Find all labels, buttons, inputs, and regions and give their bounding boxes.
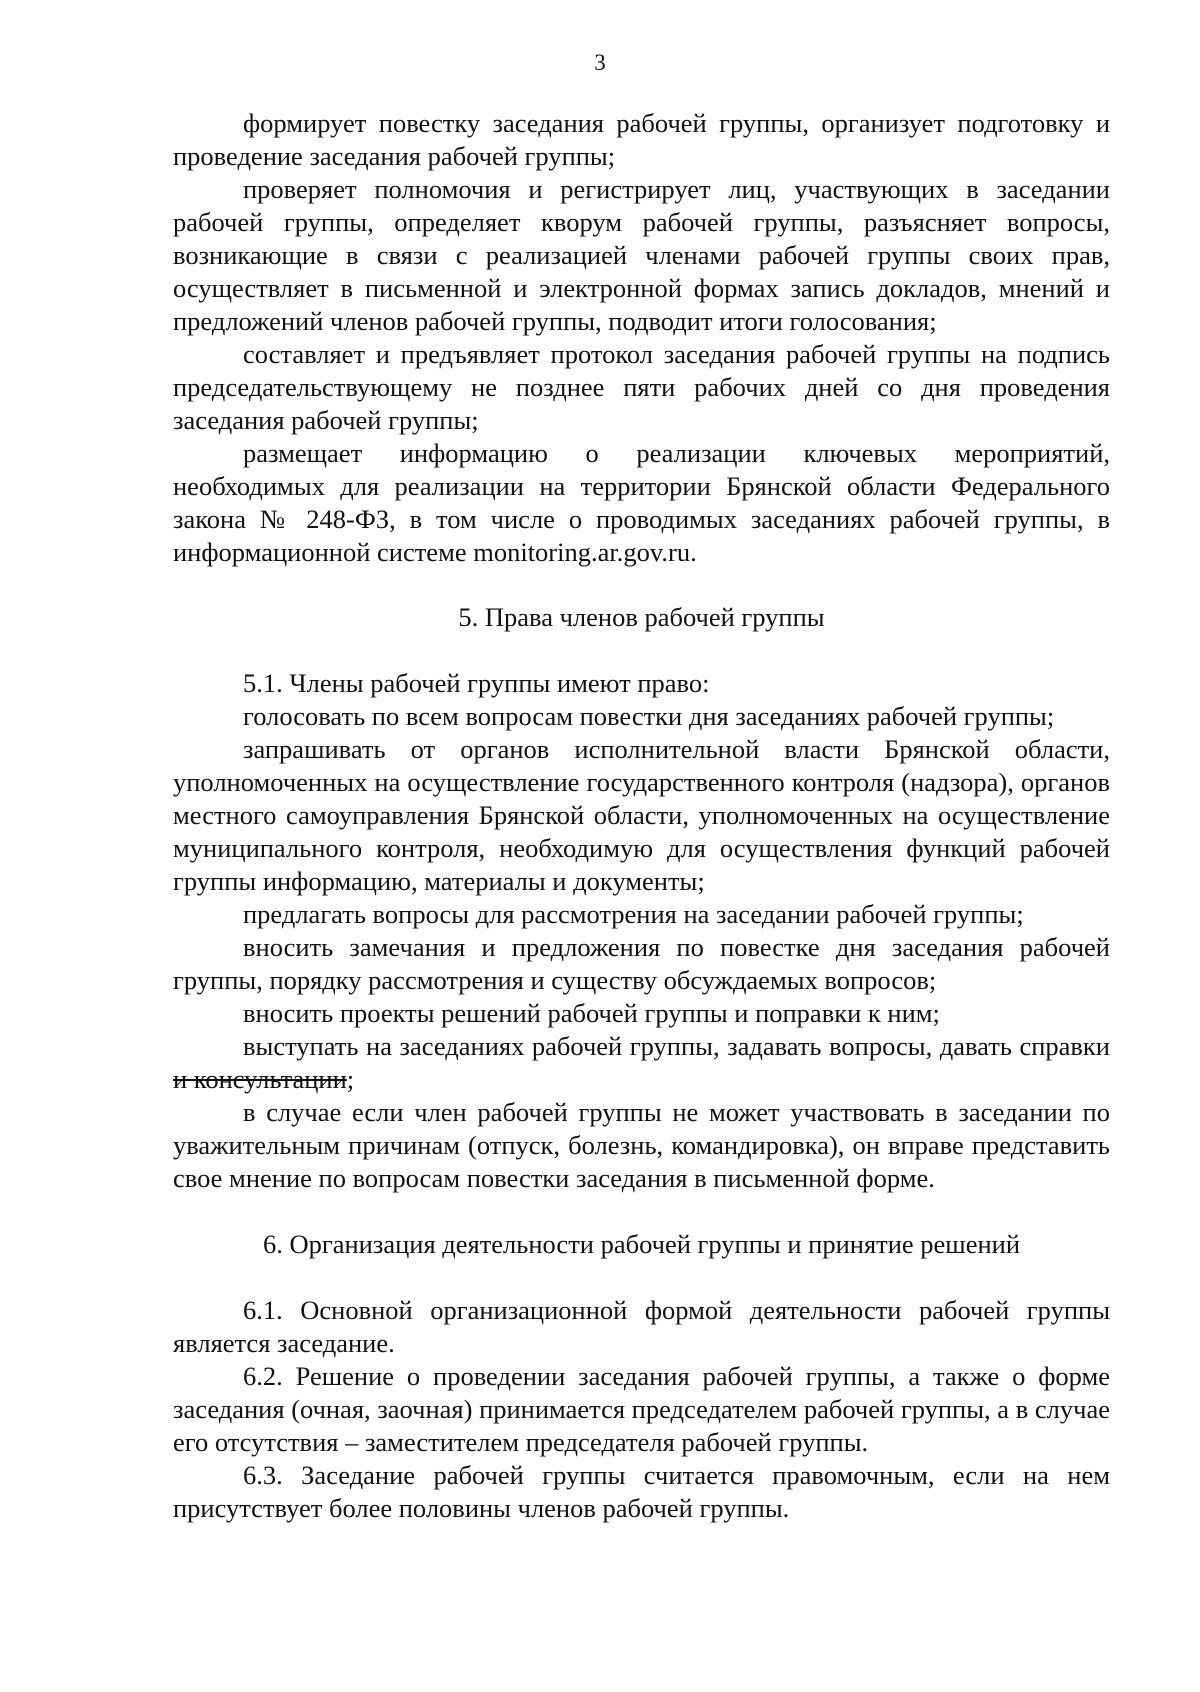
right-item: запрашивать от органов исполнительной власти Брянской области, уполномоченных на осуществление государственного контроля (надзора), органов местного самоуправления Брянской области, уполномоченных на осуществление муниципального контроля, необходимую для осуществления функций рабочей группы информацию, материалы и документы; <box>173 734 1110 896</box>
page-number: 3 <box>594 50 606 75</box>
duty-paragraph: размещает информацию о реализации ключевых мероприятий, необходимых для реализации на территории Брянской области Федерального закона № 248-ФЗ, в том числе о проводимых заседаниях рабочей группы, в информационной системе monitoring.ar.gov.ru. <box>173 438 1110 567</box>
clause-6-2: 6.2. Решение о проведении заседания рабочей группы, а также о форме заседания (очная, заочная) принимается председателем рабочей группы, а в случае его отсутствия – заместителем председателя рабочей группы. <box>173 1361 1110 1457</box>
right-item-end: ; <box>346 1064 355 1094</box>
right-item: предлагать вопросы для рассмотрения на заседании рабочей группы; <box>243 899 1024 929</box>
right-item: голосовать по всем вопросам повестки дня заседаниях рабочей группы; <box>243 701 1055 731</box>
right-item: вносить проекты решений рабочей группы и поправки к ним; <box>243 998 940 1028</box>
right-item: в случае если член рабочей группы не может участвовать в заседании по уважительным причинам (отпуск, болезнь, командировка), он вправе представить свое мнение по вопросам повестки заседания в письменной форме. <box>173 1097 1110 1193</box>
document-body <box>173 107 1110 1525</box>
duty-paragraph: составляет и предъявляет протокол заседания рабочей группы на подпись председательствующему не позднее пяти рабочих дней со дня проведения заседания рабочей группы; <box>173 339 1110 435</box>
section-6-heading: 6. Организация деятельности рабочей группы и принятие решений <box>262 1229 1021 1259</box>
right-item-text: выступать на заседаниях рабочей группы, задавать вопросы, давать справки <box>243 1031 1110 1061</box>
clause-6-1: 6.1. Основной организационной формой деятельности рабочей группы является заседание. <box>173 1295 1110 1358</box>
clause-6-3: 6.3. Заседание рабочей группы считается правомочным, если на нем присутствует более половины членов рабочей группы. <box>173 1460 1110 1523</box>
right-item: вносить замечания и предложения по повестке дня заседания рабочей группы, порядку рассмотрения и существу обсуждаемых вопросов; <box>173 932 1110 995</box>
struck-text: и консультации <box>173 1064 347 1094</box>
clause-5-1: 5.1. Члены рабочей группы имеют право: <box>243 668 710 698</box>
right-item <box>173 1030 1110 1096</box>
duty-paragraph: формирует повестку заседания рабочей группы, организует подготовку и проведение заседания рабочей группы; <box>173 108 1110 171</box>
duty-paragraph: проверяет полномочия и регистрирует лиц, участвующих в заседании рабочей группы, определяет кворум рабочей группы, разъясняет вопросы, возникающие в связи с реализацией членами рабочей группы своих прав, осуществляет в письменной и электронной формах запись докладов, мнений и предложений членов рабочей группы, подводит итоги голосования; <box>173 174 1110 336</box>
section-5-heading: 5. Права членов рабочей группы <box>458 602 825 632</box>
